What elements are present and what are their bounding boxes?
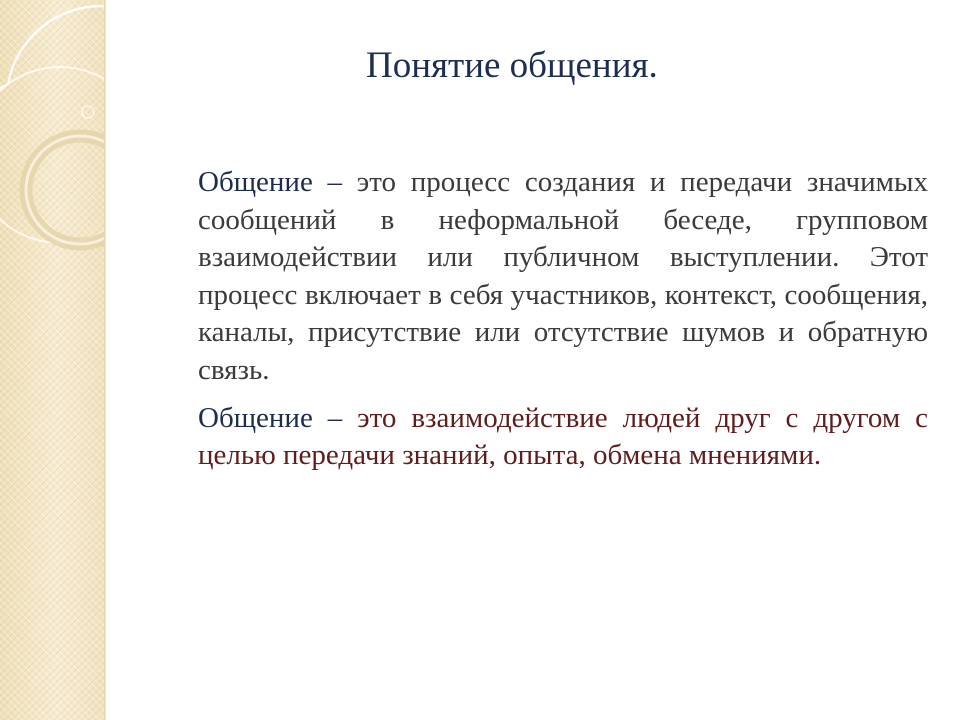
definition-paragraph-2 (198, 400, 928, 475)
definition-text: это процесс создания и передачи значимых сообщений в неформальной беседе, групповом взаимодействии или публичном выступлении. Этот процесс включает в себя участников, контекст, сообщения, каналы, присутствие или отсутствие шумов и обратную связь. (198, 166, 928, 386)
slide-body (198, 164, 928, 475)
definition-term: Общение – (198, 401, 343, 434)
decorative-rings-icon (0, 0, 104, 720)
definition-paragraph-1 (198, 164, 928, 390)
definition-text: это взаимодействие людей друг с другом с целью передачи знаний, опыта, обмена мнениями. (198, 401, 929, 472)
side-panel-edge (104, 0, 106, 720)
definition-term: Общение – (198, 166, 343, 198)
slide-title: Понятие общения. (366, 45, 658, 86)
decorative-side-panel (0, 0, 104, 720)
